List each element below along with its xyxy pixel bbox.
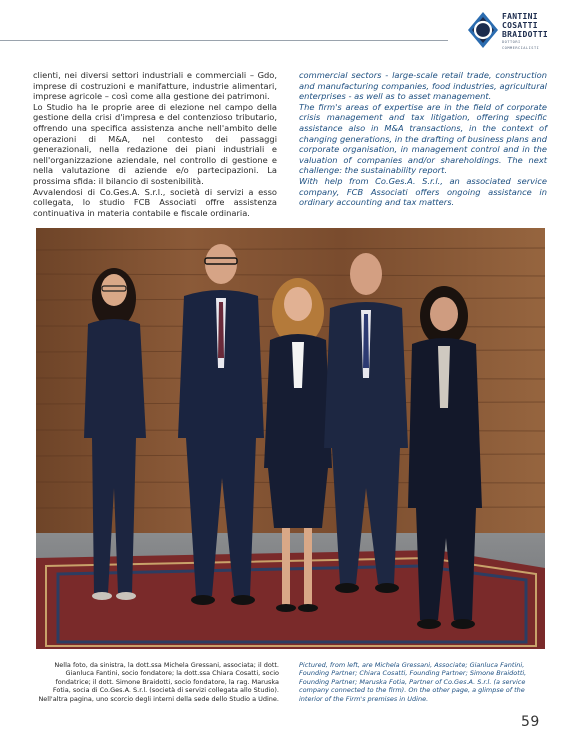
english-paragraph: With help from Co.Ges.A. S.r.l., an associated service company, FCB Associati offers ongoing assistance in ordinary accounting and tax matters. xyxy=(299,175,547,208)
italian-paragraph: clienti, nei diversi settori industriali e commerciali – Gdo, imprese di costruzioni e manifatture, industrie alimentari, imprese agricole – così come alla gestione dei patrimoni. xyxy=(33,70,277,102)
english-paragraph: commercial sectors - large-scale retail trade, construction and manufacturing companies, food industries, agricultural enterprises - as well as to asset management. xyxy=(299,70,547,102)
brand-name-line2: COSATTI xyxy=(502,21,538,30)
brand-logo xyxy=(466,10,566,54)
brand-name-line1: FANTINI xyxy=(502,12,538,21)
brand-subtitle-1: DOTTORI xyxy=(502,40,521,44)
italian-photo-caption: Nella foto, da sinistra, la dott.ssa Michela Gressani, associata; il dott. Gianluca Fantini, socio fondatore; la dott.ssa Chiara Cosatti, socio fondatrice; il dott. Simone Braidotti, socio fondatore, la rag. Maruska Fotia, socia di Co.Ges.A. S.r.l. (società di servizi collegata allo Studio). Nell'altra pagina, uno scorcio degli interni della sede dello Studio a Udine. xyxy=(38,661,279,703)
italian-body-column xyxy=(33,70,277,218)
italian-paragraph: Avvalendosi di Co.Ges.A. S.r.l., società di servizi a esso collegata, lo studio FCB Associati offre assistenza continuativa in materia contabile e fiscale ordinaria. xyxy=(33,186,277,218)
brand-subtitle-2: COMMERCIALISTI xyxy=(502,46,540,50)
team-photo xyxy=(36,228,545,649)
english-paragraph: The firm's areas of expertise are in the field of corporate crisis management and tax litigation, offering specific assistance also in M&A transactions, in the context of changing generations, in the drafting of business plans and corporate organisation, in management control and in the valuation of companies and/or shareholdings. The next challenge: the sustainability report. xyxy=(299,101,547,176)
page-number: 59 xyxy=(521,714,540,730)
english-body-column xyxy=(299,70,547,208)
header-rule xyxy=(0,40,448,41)
brand-name-line3: BRAIDOTTI xyxy=(502,30,549,39)
diamond-circle-logo-icon xyxy=(466,10,500,50)
italian-paragraph: Lo Studio ha le proprie aree di elezione nel campo della gestione della crisi d'impresa e del contenzioso tributario, offrendo una specifica assistenza anche nell'ambito delle operazioni di M&A, nel contesto dei passaggi generazionali, nella redazione dei piani industriali e nell'organizzazione aziendale, nel controllo di gestione e nella valutazione di aziende e/o partecipazioni. La prossima sfida: il bilancio di sostenibilità. xyxy=(33,101,277,186)
english-photo-caption: Pictured, from left, are Michela Gressani, Associate; Gianluca Fantini, Founding Partner; Chiara Cosatti, Founding Partner; Simone Braidotti, Founding Partner; Maruska Fotia, Partner of Co.Ges.A. S.r.l. (a service company connected to the firm). On the other page, a glimpse of the interior of the Firm's premises in Udine. xyxy=(299,661,527,703)
